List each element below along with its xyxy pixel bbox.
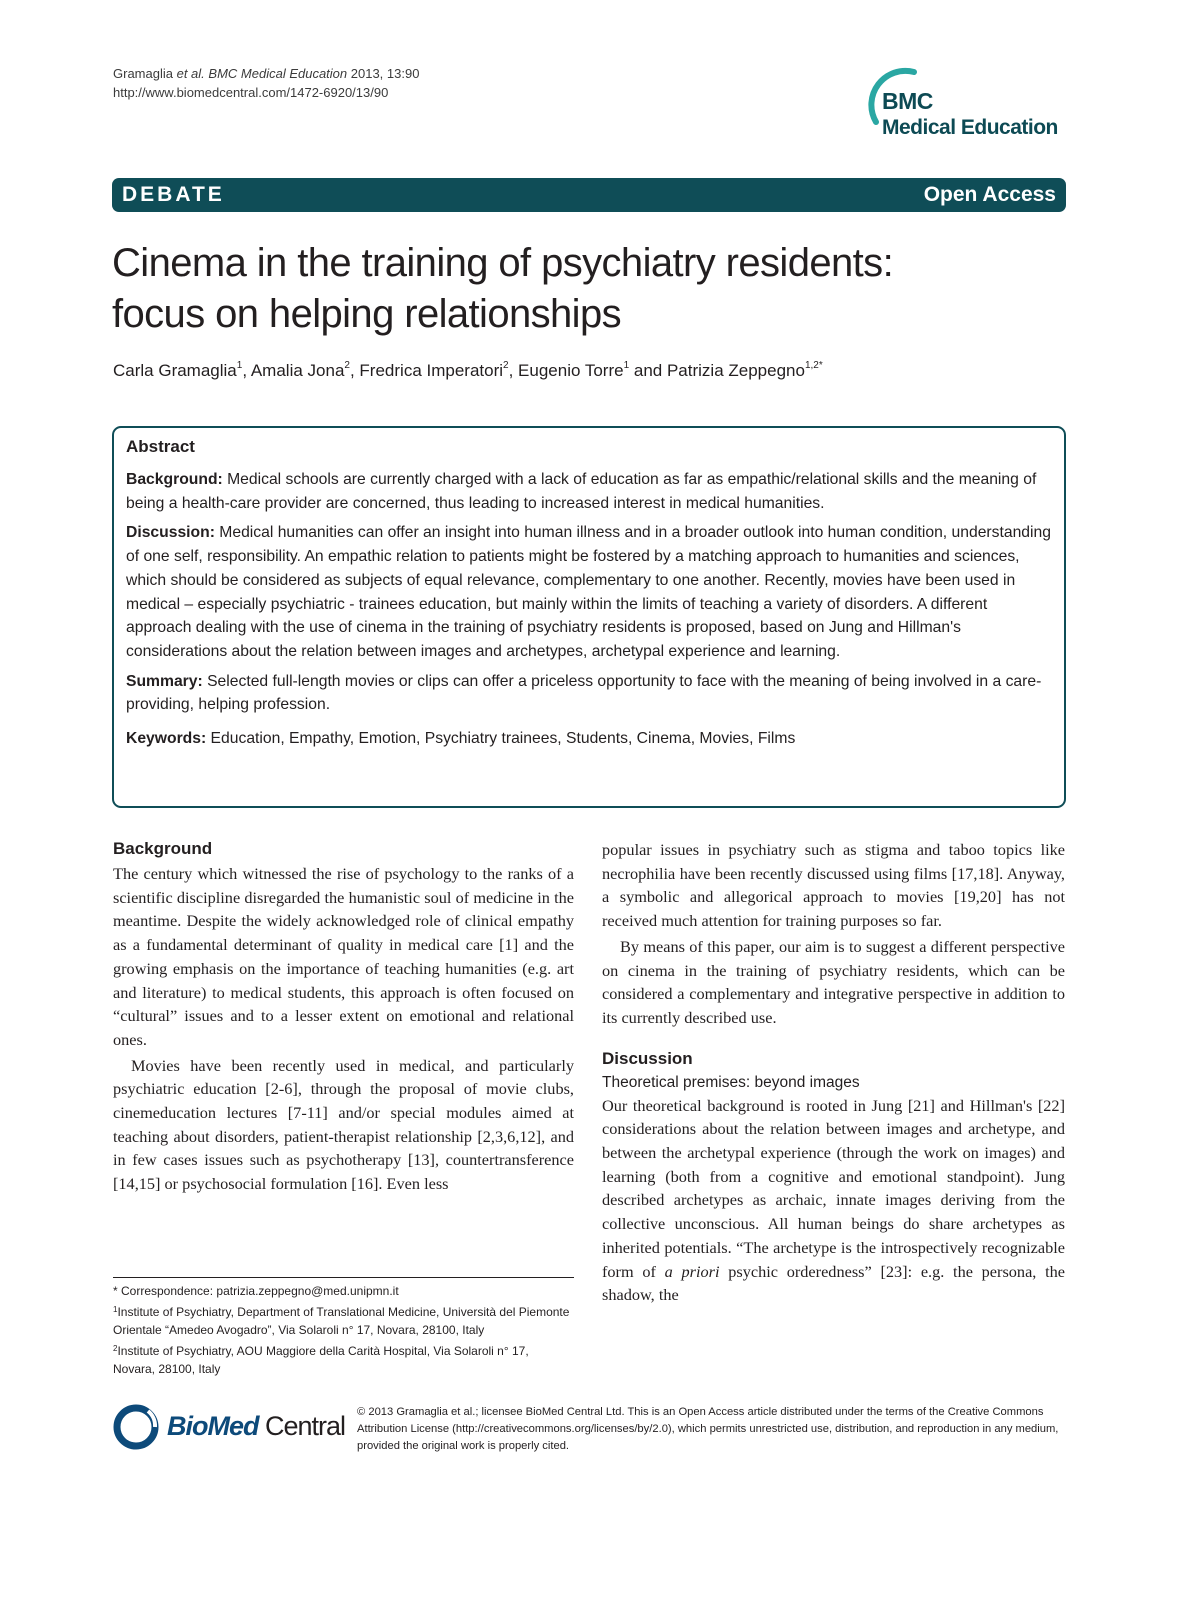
background-paragraph-4: By means of this paper, our aim is to suggest a different perspective on cinema in the training of psychiatry residents, which can be considered a complementary and integrative perspective in addition to its currently described use. bbox=[602, 936, 1065, 1027]
article-url[interactable]: http://www.biomedcentral.com/1472-6920/13/90 bbox=[113, 85, 389, 100]
affiliation-1-number: 1 bbox=[113, 1304, 118, 1314]
affiliation-2-number: 2 bbox=[113, 1343, 118, 1353]
article-type-banner bbox=[112, 178, 1066, 212]
author-list: Carla Gramaglia$^1$, Amalia Jona$^2$, Fredrica Imperatori$^2$, Eugenio Torre$^1$ and Patrizia Zeppegno$^{1,2*}$ bbox=[113, 360, 823, 380]
abstract-background bbox=[126, 468, 1056, 515]
discussion-text-b: psychic orderedness” [23]: e.g. the persona, the shadow, the bbox=[602, 1261, 1065, 1305]
abstract-discussion bbox=[126, 521, 1056, 663]
author-affiliation: 2 bbox=[344, 360, 350, 371]
article-title bbox=[112, 238, 1072, 340]
article-type: DEBATE bbox=[122, 183, 225, 206]
discussion-paragraph-1 bbox=[602, 1094, 1065, 1307]
author-affiliation: 1 bbox=[623, 360, 630, 371]
citation-volume: 2013, 13:90 bbox=[350, 66, 420, 81]
background-paragraph-2: Movies have been recently used in medical, and particularly psychiatric education [2-6], through the proposal of movie clubs, cinemeducation lectures [7-11] and/or special modules aimed at teaching about disorders, patient-therapist relationship [2,3,6,12], and in few cases issues such as psychotherapy [13], countertransference [14,15] or psychosocial formulation [16]. Even less bbox=[113, 1055, 574, 1194]
author-name: Fredrica Imperatori bbox=[359, 361, 504, 380]
citation-authors: Gramaglia bbox=[113, 66, 173, 81]
author-affiliation: 2 bbox=[503, 360, 509, 371]
keywords-text: Education, Empathy, Emotion, Psychiatry trainees, Students, Cinema, Movies, Films bbox=[206, 730, 796, 748]
section-heading-discussion: Discussion bbox=[602, 1048, 693, 1068]
abstract-discussion-label: Discussion: bbox=[126, 524, 215, 542]
abstract-background-label: Background: bbox=[126, 471, 223, 488]
abstract-box bbox=[112, 426, 1066, 808]
abstract-heading: Abstract bbox=[126, 437, 195, 456]
journal-logo-line2: Medical Education bbox=[882, 116, 1058, 139]
publisher-logo-bold: BioMed bbox=[167, 1411, 259, 1441]
author-name: Amalia Jona bbox=[250, 361, 345, 380]
affiliation-2-text: Institute of Psychiatry, AOU Maggiore della Carità Hospital, Via Solaroli n° 17, Novara, 28100, Italy bbox=[113, 1343, 529, 1376]
abstract-summary-label: Summary: bbox=[126, 672, 203, 690]
abstract-background-text: Medical schools are currently charged with a lack of education as far as empathic/relational skills and the meaning of being a health-care provider are concerned, thus leading to increased interest in medical humanities. bbox=[126, 471, 1037, 512]
footnote-divider bbox=[113, 1277, 574, 1278]
keywords-label: Keywords: bbox=[126, 730, 207, 748]
footnotes bbox=[113, 1282, 574, 1379]
correspondence-note: * Correspondence: patrizia.zeppegno@med.unipmn.it bbox=[113, 1284, 399, 1298]
author-name: Carla Gramaglia bbox=[113, 361, 237, 380]
discussion-text-italic: a priori bbox=[664, 1261, 720, 1281]
citation-etal: et al. bbox=[176, 66, 205, 81]
affiliation-2 bbox=[113, 1340, 574, 1379]
title-line-1: Cinema in the training of psychiatry residents: bbox=[112, 241, 894, 285]
background-paragraph-1: The century which witnessed the rise of psychology to the ranks of a scientific discipline disregarded the humanistic soul of medicine in the meantime. Despite the widely acknowledged role of clinical empathy as a fundamental determinant of quality in medical care [1] and the growing emphasis on the importance of teaching humanities (e.g. art and literature) to medical students, this approach is often focused on “cultural” issues and to a lesser extent on emotional and relational ones. bbox=[113, 864, 574, 1049]
abstract-summary bbox=[126, 670, 1056, 717]
publisher-logo-text bbox=[167, 1411, 345, 1442]
discussion-text-a: Our theoretical background is rooted in Jung [21] and Hillman's [22] considerations about the relation between images and archetype, and between the archetypal experience (through the work on images) and learning (both from a cognitive and emotional standpoint). Jung described archetypes as archaic, innate images deriving from the collective unconscious. All human beings do share archetypes as inherited potentials. “The archetype is the introspectively recognizable form of bbox=[602, 1095, 1065, 1281]
license-statement: © 2013 Gramaglia et al.; licensee BioMed Central Ltd. This is an Open Access article distributed under the terms of the Creative Commons Attribution License (http://creativecommons.org/licenses/by/2.0), which permits unrestricted use, distribution, and reproduction in any medium, provided the original work is properly cited. bbox=[357, 1406, 1059, 1452]
author-affiliation: 1,2* bbox=[804, 360, 823, 371]
abstract-summary-text: Selected full-length movies or clips can offer a priceless opportunity to face with the meaning of being involved in a care-providing, helping profession. bbox=[126, 672, 1042, 714]
open-access-label: Open Access bbox=[923, 183, 1056, 206]
author-affiliation: 1 bbox=[236, 360, 243, 371]
citation-journal: BMC Medical Education bbox=[208, 66, 348, 81]
affiliation-1 bbox=[113, 1301, 574, 1340]
body-column-right bbox=[602, 838, 1065, 1307]
section-heading-background: Background bbox=[113, 839, 213, 858]
abstract-keywords bbox=[126, 727, 1056, 751]
publisher-logo-plain: Central bbox=[258, 1411, 346, 1441]
title-line-2: focus on helping relationships bbox=[112, 292, 622, 336]
abstract-discussion-text: Medical humanities can offer an insight into human illness and in a broader outlook into human condition, understanding of one self, responsibility. An empathic relation to patients might be fostered by a matching approach to humanities and sciences, which should be considered as subjects of equal relevance, complementary to one another. Recently, movies have been used in medical – especially psychiatric - trainees education, but mainly within the limits of teaching a variety of disorders. A different approach dealing with the use of cinema in the training of psychiatry residents is proposed, based on Jung and Hillman's considerations about the relation between images and archetypes, archetypal experience and learning. bbox=[126, 524, 1051, 660]
body-column-left bbox=[113, 838, 574, 1196]
publisher-logo-circle-icon bbox=[112, 1403, 164, 1451]
publisher-logo bbox=[112, 1403, 346, 1451]
background-paragraph-3: popular issues in psychiatry such as stigma and taboo topics like necrophilia have been recently discussed using films [17,18]. Anyway, a symbolic and allegorical approach to movies [19,20] has not received much attention for training purposes so far. bbox=[602, 840, 1065, 931]
citation-header bbox=[113, 64, 419, 102]
citation-line bbox=[113, 64, 419, 83]
author-name: Eugenio Torre bbox=[518, 361, 624, 380]
subsection-heading-theory: Theoretical premises: beyond images bbox=[602, 1073, 860, 1091]
journal-logo-line1: BMC bbox=[882, 88, 933, 114]
journal-logo bbox=[862, 66, 1072, 146]
affiliation-1-text: Institute of Psychiatry, Department of Translational Medicine, Università del Piemonte Orientale “Amedeo Avogadro”, Via Solaroli n° 17, Novara, 28100, Italy bbox=[113, 1304, 570, 1337]
author-name: Patrizia Zeppegno bbox=[666, 361, 805, 380]
